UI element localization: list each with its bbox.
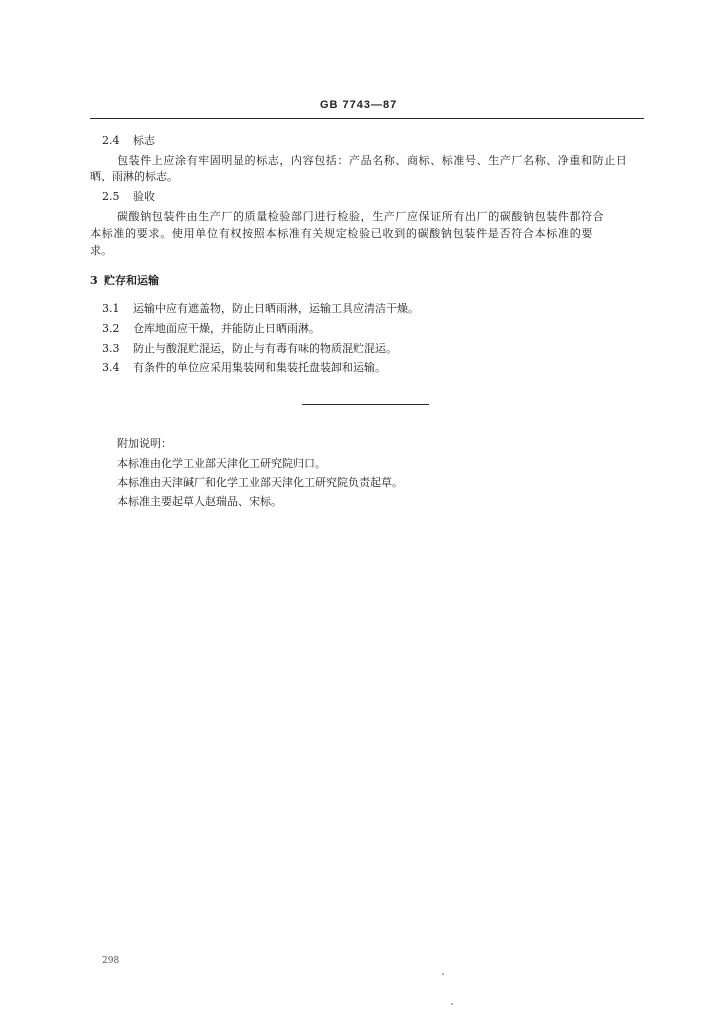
item-3-3-number: 3.3 bbox=[102, 342, 120, 355]
notes-line: 本标准由天津碱厂和化学工业部天津化工研究院负责起草。 bbox=[117, 476, 403, 489]
standard-code-header: GB 7743—87 bbox=[320, 99, 398, 111]
item-3-1-text: 运输中应有遮盖物，防止日晒雨淋，运输工具应清洁干燥。 bbox=[133, 302, 419, 315]
section-2-4-number: 2.4 bbox=[102, 134, 120, 147]
notes-line: 本标准由化学工业部天津化工研究院归口。 bbox=[117, 457, 326, 470]
section-3-number: 3 bbox=[90, 274, 98, 287]
section-2-5-number: 2.5 bbox=[102, 190, 120, 203]
item-3-2-text: 仓库地面应干燥，并能防止日晒雨淋。 bbox=[133, 322, 320, 335]
scan-speck bbox=[451, 1003, 453, 1005]
section-2-4-body-line: 晒、雨淋的标志。 bbox=[90, 170, 178, 183]
item-3-3-text: 防止与酸混贮混运，防止与有毒有味的物质混贮混运。 bbox=[133, 342, 397, 355]
item-3-4-number: 3.4 bbox=[102, 361, 120, 374]
section-2-5-body-line: 求。 bbox=[90, 244, 112, 257]
end-of-text-rule bbox=[302, 404, 429, 405]
notes-title: 附加说明： bbox=[117, 437, 172, 450]
section-3-title: 贮存和运输 bbox=[104, 274, 159, 287]
page-number: 298 bbox=[102, 956, 120, 966]
section-2-4-body-line: 包装件上应涂有牢固明显的标志，内容包括：产品名称、商标、标准号、生产厂名称、净重和防止日 bbox=[117, 154, 628, 167]
section-2-5-body-line: 本标准的要求。使用单位有权按照本标准有关规定检验已收到的碳酸钠包装件是否符合本标准的要 bbox=[90, 227, 594, 240]
section-2-5-body-line: 碳酸钠包装件由生产厂的质量检验部门进行检验，生产厂应保证所有出厂的碳酸钠包装件都符合 bbox=[117, 210, 605, 223]
item-3-1-number: 3.1 bbox=[102, 302, 120, 315]
notes-line: 本标准主要起草人赵瑞品、宋标。 bbox=[117, 495, 282, 508]
header-divider bbox=[90, 118, 644, 119]
item-3-4-text: 有条件的单位应采用集装网和集装托盘装卸和运输。 bbox=[133, 361, 386, 374]
item-3-2-number: 3.2 bbox=[102, 322, 120, 335]
section-2-5-title: 验收 bbox=[133, 190, 155, 203]
section-2-4-title: 标志 bbox=[133, 134, 155, 147]
scan-speck bbox=[442, 973, 444, 975]
